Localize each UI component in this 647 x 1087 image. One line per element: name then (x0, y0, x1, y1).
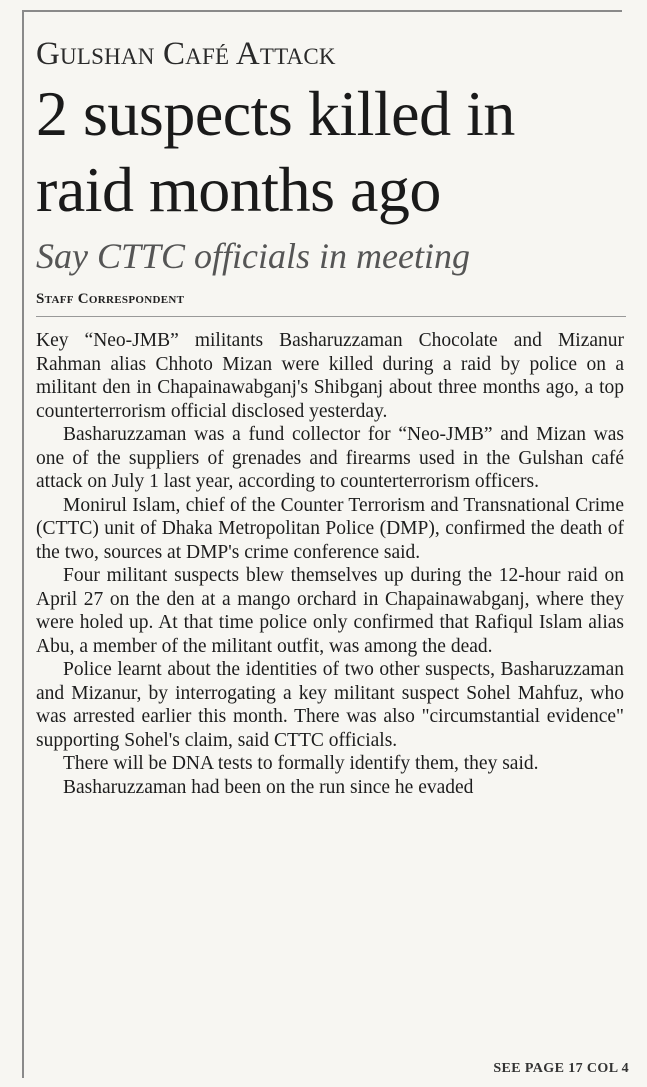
paragraph-4: Four militant suspects blew themselves up during the 12-hour raid on April 27 on the den at a mango orchard in Chapainawabganj, where they were holed up. At that time police only confirmed that Rafiqul Islam alias Abu, a member of the militant outfit, was among the dead. (36, 565, 624, 657)
top-border-rule (22, 10, 622, 12)
article-subheadline: Say CTTC officials in meeting (36, 236, 471, 276)
headline-line-1: 2 suspects killed in (36, 78, 515, 149)
article-byline: Staff Correspondent (36, 291, 185, 307)
article-kicker: Gulshan Café Attack (36, 36, 336, 72)
paragraph-5: Police learnt about the identities of two other suspects, Basharuzzaman and Mizanur, by interrogating a key militant suspect Sohel Mahfuz, who was arrested earlier this month. There was also "circumstantial evidence" supporting Sohel's claim, said CTTC officials. (36, 659, 624, 751)
article-body (36, 329, 624, 799)
continuation-jump-line: SEE PAGE 17 COL 4 (493, 1061, 629, 1076)
news-article (36, 34, 624, 799)
paragraph-2: Basharuzzaman was a fund collector for “Neo-JMB” and Mizan was one of the suppliers of grenades and firearms used in the Gulshan café attack on July 1 last year, according to counterterrorism officers. (36, 424, 624, 492)
paragraph-3: Monirul Islam, chief of the Counter Terrorism and Transnational Crime (CTTC) unit of Dhaka Metropolitan Police (DMP), confirmed the death of the two, sources at DMP's crime conference said. (36, 494, 624, 563)
headline-line-2: raid months ago (36, 154, 441, 225)
byline-divider (36, 316, 626, 317)
paragraph-6: There will be DNA tests to formally identify them, they said. (63, 753, 539, 774)
article-headline (36, 76, 624, 228)
paragraph-1: Key “Neo-JMB” militants Basharuzzaman Chocolate and Mizanur Rahman alias Chhoto Mizan were killed during a raid by police on a militant den in Chapainawabganj's Shibganj about three months ago, a top counterterrorism official disclosed yesterday. (36, 330, 624, 422)
paragraph-7: Basharuzzaman had been on the run since he evaded (63, 776, 474, 798)
left-column-rule (22, 10, 24, 1078)
